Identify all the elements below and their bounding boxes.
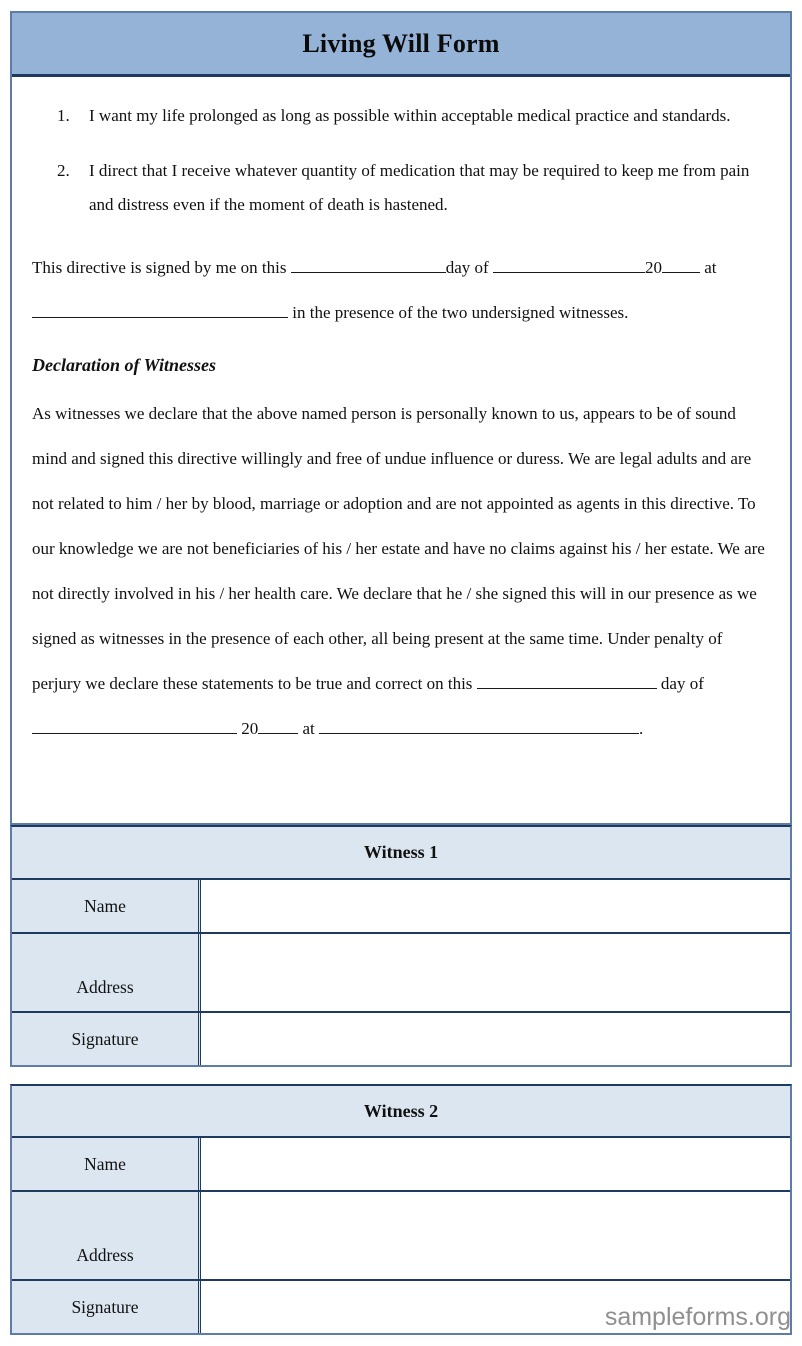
signing-text-year-prefix: 20 [644, 258, 662, 277]
directive-2-number: 2. [57, 161, 70, 180]
form-title-bar [12, 13, 790, 77]
witness-2-name-field[interactable] [201, 1138, 790, 1190]
sampleforms-watermark: sampleforms.org [604, 1303, 791, 1331]
witness-1-name-label: Name [12, 880, 201, 932]
directive-item-1 [32, 99, 768, 133]
witness-1-name-field[interactable] [201, 880, 790, 932]
witness-2-name-row [12, 1138, 790, 1192]
blank-signed-year[interactable] [662, 255, 700, 273]
blank-declaration-day[interactable] [477, 671, 657, 689]
witness-2-name-label: Name [12, 1138, 201, 1190]
signing-text-after-place: in the presence of the two undersigned witnesses. [288, 303, 629, 322]
witness-1-header: Witness 1 [12, 827, 790, 880]
blank-declaration-place[interactable] [319, 716, 639, 734]
signing-statement [32, 245, 768, 335]
signing-text-at: at [699, 258, 717, 277]
witness-1-signature-field[interactable] [201, 1013, 790, 1065]
blank-declaration-year[interactable] [258, 716, 298, 734]
witness-1-address-row [12, 934, 790, 1013]
directive-2-text: I direct that I receive whatever quantity of medication that may be required to keep me from pain and distress even if the moment of death is hastened. [89, 161, 750, 214]
form-body [12, 77, 790, 751]
signing-text-before-day: This directive is signed by me on this [32, 258, 291, 277]
declaration-text-day-of: day of [656, 674, 704, 693]
witness-2-address-label: Address [12, 1192, 201, 1279]
witness-2-table [10, 1084, 792, 1335]
page-title: Living Will Form [302, 28, 500, 58]
declaration-text-year-prefix: 20 [241, 719, 259, 738]
signing-text-day-of: day of [445, 258, 493, 277]
witness-2-header: Witness 2 [12, 1086, 790, 1138]
blank-declaration-month[interactable] [32, 716, 237, 734]
witness-2-signature-label: Signature [12, 1281, 201, 1333]
witness-1-signature-label: Signature [12, 1013, 201, 1065]
main-form-box [10, 11, 792, 825]
directive-item-2 [32, 154, 768, 222]
witness-2-address-field[interactable] [201, 1192, 790, 1279]
witness-1-name-row [12, 880, 790, 934]
blank-signed-month[interactable] [493, 255, 645, 273]
directive-1-number: 1. [57, 106, 70, 125]
declaration-of-witnesses-heading: Declaration of Witnesses [32, 355, 217, 375]
declaration-paragraph [32, 391, 768, 751]
witness-1-address-label: Address [12, 934, 201, 1011]
witness-1-address-field[interactable] [201, 934, 790, 1011]
declaration-text-at: at [298, 719, 320, 738]
witness-1-signature-row [12, 1013, 790, 1065]
declaration-text-period: . [639, 719, 644, 738]
witness-1-table [10, 825, 792, 1067]
directive-1-text: I want my life prolonged as long as possible within acceptable medical practice and standards. [89, 106, 731, 125]
declaration-body-text: As witnesses we declare that the above named person is personally known to us, appears to be of sound mind and signed this directive willingly and free of undue influence or duress. We are legal adults and are not related to him / her by blood, marriage or adoption and are not appointed as agents in this directive. To our knowledge we are not beneficiaries of his / her estate and have no claims against his / her estate. We are not directly involved in his / her health care. We declare that he / she signed this will in our presence as we signed as witnesses in the presence of each other, all being present at the same time. Under penalty of perjury we declare these statements to be true and correct on this [32, 404, 765, 693]
blank-signed-place[interactable] [32, 300, 288, 318]
witness-2-address-row [12, 1192, 790, 1281]
blank-signed-day[interactable] [291, 255, 446, 273]
